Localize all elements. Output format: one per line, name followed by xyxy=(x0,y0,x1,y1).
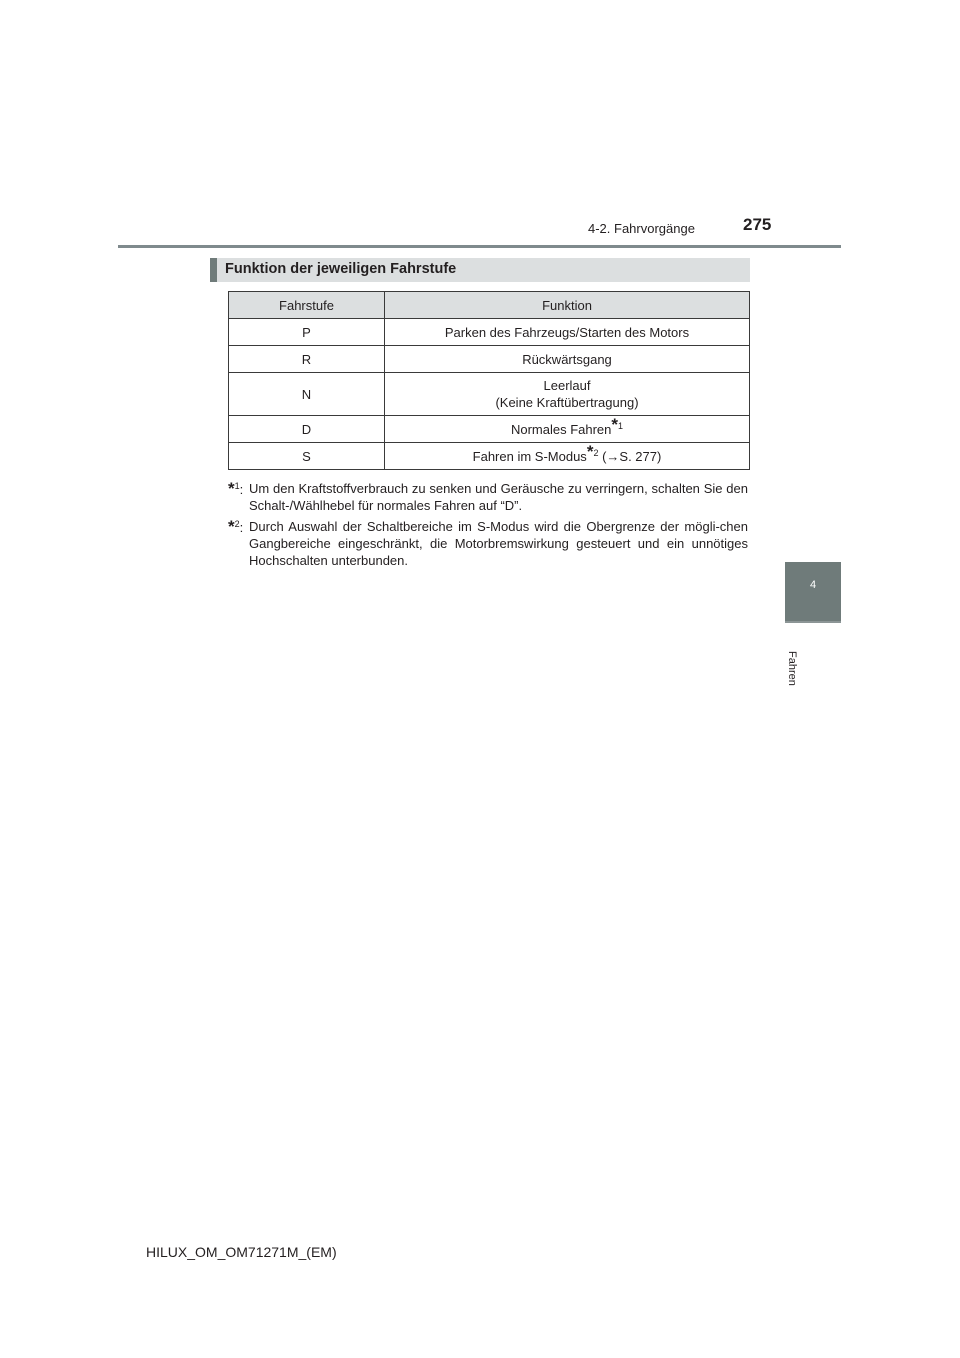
table-row xyxy=(229,443,750,470)
footnote-number: 2 xyxy=(234,519,240,529)
page-crossref: (→S. 277) xyxy=(602,448,662,464)
table-header-position: Fahrstufe xyxy=(229,292,385,319)
table-row xyxy=(229,346,750,373)
table-row xyxy=(229,373,750,416)
gear-position-cell: R xyxy=(229,346,385,373)
gear-position-cell: S xyxy=(229,443,385,470)
table-row xyxy=(229,319,750,346)
chapter-number: 4 xyxy=(809,579,817,591)
document-code: HILUX_OM_OM71271M_(EM) xyxy=(146,1244,337,1260)
header-divider xyxy=(118,245,841,248)
chapter-label-box xyxy=(784,651,804,711)
gear-position-cell: D xyxy=(229,416,385,443)
section-heading-bar xyxy=(210,258,217,282)
footnote-asterisk-icon: * xyxy=(586,441,594,461)
footnote xyxy=(228,518,748,569)
footnote-asterisk-icon: * xyxy=(228,479,235,498)
footnote-marker: *$^1$: xyxy=(228,479,244,498)
gear-function-table xyxy=(228,291,750,470)
gear-function-cell: Parken des Fahrzeugs/Starten des Motors xyxy=(385,319,750,346)
gear-function-cell xyxy=(385,373,750,416)
chapter-tab xyxy=(785,562,841,621)
footnote-text: Um den Kraftstoffverbrauch zu senken und Geräusche zu verringern, schalten Sie den Schalt-/Wählhebel für normales Fahren auf “D”. xyxy=(249,481,748,513)
gear-function-cell: Rückwärtsgang xyxy=(385,346,750,373)
footnote-text: Durch Auswahl der Schaltbereiche im S-Modus wird die Obergrenze der mögli-chen Gangbereiche eingeschränkt, die Motorbremswirkung gesteuert und ein unnötiges Hochschalten unterbunden. xyxy=(249,519,748,568)
function-line: Leerlauf xyxy=(543,378,591,393)
function-text: Fahren im S-Modus xyxy=(472,448,587,464)
section-title: Funktion der jeweiligen Fahrstufe xyxy=(225,261,457,277)
table-row xyxy=(229,416,750,443)
chapter-label: Fahren xyxy=(786,651,798,686)
function-text: Normales Fahren xyxy=(510,421,612,437)
gear-function-cell xyxy=(385,443,750,470)
page-number: 275 xyxy=(743,215,772,234)
table-header-row xyxy=(229,292,750,319)
chapter-tab-divider xyxy=(785,621,841,623)
footnote-number: 1 xyxy=(234,481,240,491)
function-line: (Keine Kraftübertragung) xyxy=(495,395,639,410)
footnote-asterisk-icon: * xyxy=(611,414,619,434)
section-heading xyxy=(210,258,750,282)
table-header-function: Funktion xyxy=(385,292,750,319)
gear-function-cell xyxy=(385,416,750,443)
gear-position-cell: N xyxy=(229,373,385,416)
footnote-asterisk-icon: * xyxy=(228,517,235,536)
gear-position-cell: P xyxy=(229,319,385,346)
footnote-marker: *$^2$: xyxy=(228,517,244,536)
header-section-title: 4-2. Fahrvorgänge xyxy=(588,221,695,236)
footnote-ref: 2 xyxy=(593,447,599,458)
footnote-ref: 1 xyxy=(618,420,624,431)
footnote xyxy=(228,480,748,514)
